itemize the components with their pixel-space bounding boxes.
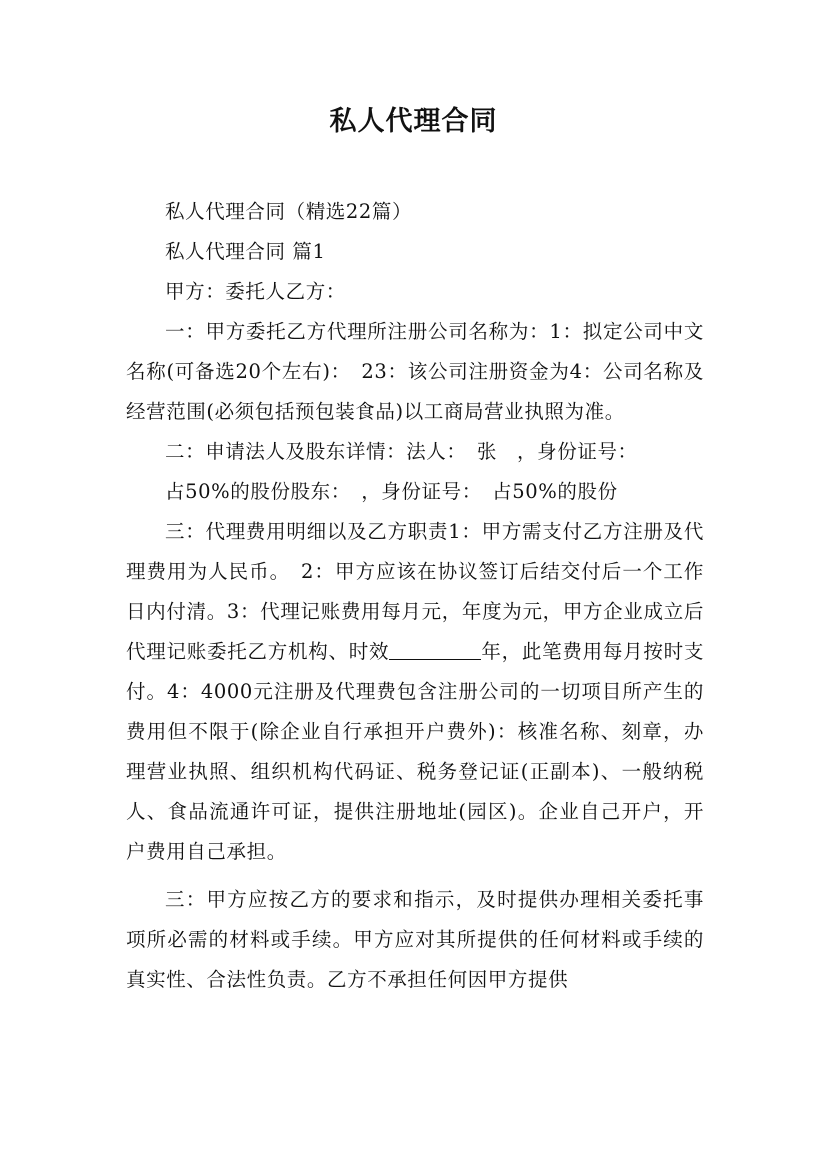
clause-3-text-b: 年，此笔费用每月按时支付。4：4000元注册及代理费包含注册公司的一切项目所产生的费用但不限于(除企业自行承担开户费外)：核准名称、刻章，办理营业执照、组织机构代码证、税务登记证(正副本)、一般纳税人、食品流通许可证，提供注册地址(园区)。企业自己开户，开户费用自己承担。 [126,640,704,863]
fill-in-blank [389,639,481,660]
parties-line: 甲方：委托人乙方： [165,280,346,303]
document-title: 私人代理合同 [329,106,498,137]
clause-3-second: 三：甲方应按乙方的要求和指示，及时提供办理相关委托事项所必需的材料或手续。甲方应对其所提供的任何材料或手续的真实性、合法性负责。乙方不承担任何因甲方提供 [126,888,704,991]
clause-3-text-a: 三：代理费用明细以及乙方职责1：甲方需支付乙方注册及代理费用为人民币。 2：甲方应该在协议签订后结交付后一个工作日内付清。3：代理记账费用每月元，年度为元，甲方企业成立后代理记账委托乙方机构、时效 [126,520,704,663]
clause-2-line-2: 占50%的股份股东： ，身份证号： 占50%的股份 [165,480,618,503]
document-body [126,192,704,1000]
clause-2-line-1: 二：申请法人及股东详情：法人： 张 ，身份证号： [165,440,638,463]
clause-1: 一：甲方委托乙方代理所注册公司名称为：1：拟定公司中文名称(可备选20个左右)： 23：该公司注册资金为4：公司名称及经营范围(必须包括预包装食品)以工商局营业执照为准。 [126,320,704,423]
clause-3 [126,512,704,872]
article-heading: 私人代理合同 篇1 [165,240,326,263]
subtitle-line: 私人代理合同（精选22篇） [165,200,413,223]
